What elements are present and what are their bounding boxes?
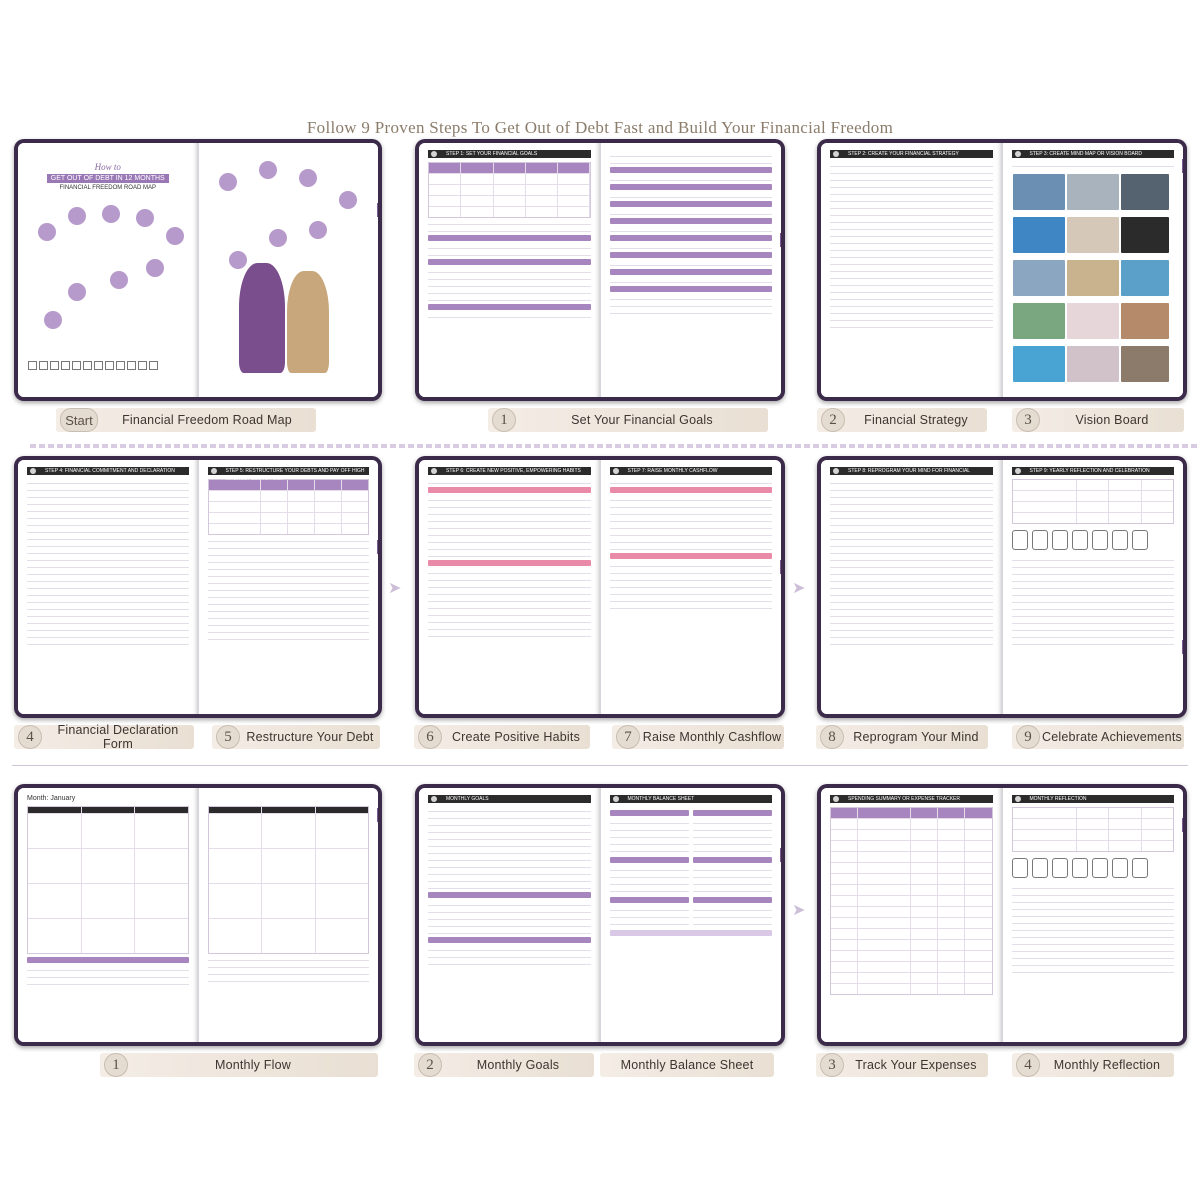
book-roadmap bbox=[14, 139, 382, 401]
monthly-calendar-right bbox=[199, 788, 379, 1042]
vision-board-page bbox=[1003, 143, 1184, 397]
habits-header: STEP 6: CREATE NEW POSITIVE, EMPOWERING HABITS bbox=[428, 467, 591, 475]
caption-start bbox=[56, 408, 316, 432]
caption-monthly-reflection bbox=[1012, 1053, 1174, 1077]
monthly-balance-page bbox=[601, 788, 782, 1042]
arrow-right-icon: ➤ bbox=[388, 580, 402, 597]
monthly-reflection-page bbox=[1003, 788, 1184, 1042]
step-badge: Start bbox=[60, 408, 98, 432]
caption-label: Create Positive Habits bbox=[451, 730, 581, 744]
couple-illustration bbox=[239, 263, 285, 373]
celebrate-header: STEP 9: YEARLY REFLECTION AND CELEBRATION bbox=[1012, 467, 1175, 475]
caption-step-4 bbox=[14, 725, 194, 749]
book-tracker-reflection bbox=[817, 784, 1187, 1046]
caption-label: Monthly Flow bbox=[214, 1058, 292, 1072]
caption-balance-sheet bbox=[600, 1053, 774, 1077]
reprogram-header: STEP 8: REPROGRAM YOUR MIND FOR FINANCIAL SUCCESS bbox=[830, 467, 993, 475]
roadmap-banner: GET OUT OF DEBT IN 12 MONTHS bbox=[47, 174, 169, 183]
caption-step-7 bbox=[612, 725, 784, 749]
goals-left-page bbox=[419, 143, 601, 397]
caption-label: Celebrate Achievements bbox=[1042, 730, 1182, 744]
caption-label: Raise Monthly Cashflow bbox=[642, 730, 782, 744]
book-financial-strategy bbox=[817, 139, 1187, 401]
vision-board-collage bbox=[1012, 173, 1175, 388]
caption-label: Monthly Reflection bbox=[1053, 1058, 1161, 1072]
caption-monthly-goals bbox=[414, 1053, 594, 1077]
arrow-right-icon: ➤ bbox=[792, 580, 806, 597]
goals-right-page bbox=[601, 143, 782, 397]
roadmap-left-page bbox=[18, 143, 199, 397]
arrow-right-icon: ➤ bbox=[792, 902, 806, 919]
caption-label: Financial Strategy bbox=[864, 413, 968, 427]
step-badge: 7 bbox=[616, 725, 640, 749]
step-badge: 2 bbox=[418, 1053, 442, 1077]
caption-monthly-flow bbox=[100, 1053, 378, 1077]
caption-label: Set Your Financial Goals bbox=[571, 413, 713, 427]
caption-label: Monthly Balance Sheet bbox=[620, 1058, 754, 1072]
caption-label: Vision Board bbox=[1075, 413, 1149, 427]
celebrate-page bbox=[1003, 460, 1184, 714]
book-monthly-goals bbox=[415, 784, 785, 1046]
step-badge: 5 bbox=[216, 725, 240, 749]
step-badge: 9 bbox=[1016, 725, 1040, 749]
roadmap-right-page bbox=[199, 143, 379, 397]
caption-label: Financial Declaration Form bbox=[57, 723, 179, 751]
caption-label: Monthly Goals bbox=[476, 1058, 560, 1072]
strategy-page bbox=[821, 143, 1003, 397]
book-financial-goals bbox=[415, 139, 785, 401]
book-monthly-flow bbox=[14, 784, 382, 1046]
restructure-header: STEP 5: RESTRUCTURE YOUR DEBTS AND PAY OFF HIGH INTEREST DEBTS FIRST bbox=[208, 467, 370, 475]
monthly-calendar-left bbox=[18, 788, 199, 1042]
book-declaration bbox=[14, 456, 382, 718]
caption-step-9 bbox=[1012, 725, 1184, 749]
caption-label: Reprogram Your Mind bbox=[853, 730, 979, 744]
step-badge: 3 bbox=[820, 1053, 844, 1077]
restructure-page bbox=[199, 460, 379, 714]
balance-header: MONTHLY BALANCE SHEET bbox=[610, 795, 773, 803]
caption-label: Financial Freedom Road Map bbox=[122, 413, 292, 427]
caption-step-1 bbox=[488, 408, 768, 432]
step-badge: 6 bbox=[418, 725, 442, 749]
cashflow-header: STEP 7: RAISE MONTHLY CASHFLOW bbox=[610, 467, 773, 475]
book-habits-cashflow bbox=[415, 456, 785, 718]
flow-connector bbox=[30, 444, 1200, 448]
caption-step-6 bbox=[414, 725, 590, 749]
step-badge: 1 bbox=[492, 408, 516, 432]
roadmap-subtitle: FINANCIAL FREEDOM ROAD MAP bbox=[59, 185, 156, 191]
declaration-page bbox=[18, 460, 199, 714]
book-reprogram-celebrate bbox=[817, 456, 1187, 718]
caption-step-8 bbox=[816, 725, 988, 749]
month-label: Month: January bbox=[27, 795, 76, 802]
habits-page bbox=[419, 460, 601, 714]
expense-tracker-page bbox=[821, 788, 1003, 1042]
section-divider bbox=[12, 765, 1188, 766]
caption-step-5 bbox=[212, 725, 380, 749]
caption-track-expenses bbox=[816, 1053, 988, 1077]
caption-label: Track Your Expenses bbox=[855, 1058, 977, 1072]
roadmap-title: How to bbox=[94, 162, 121, 172]
cashflow-page bbox=[601, 460, 782, 714]
caption-step-3 bbox=[1012, 408, 1184, 432]
reflection-header: MONTHLY REFLECTION bbox=[1012, 795, 1175, 803]
reprogram-page bbox=[821, 460, 1003, 714]
vision-header: STEP 3: CREATE MIND MAP OR VISION BOARD bbox=[1012, 150, 1175, 158]
declaration-header: STEP 4: FINANCIAL COMMITMENT AND DECLARATION FORM bbox=[27, 467, 189, 475]
step-badge: 2 bbox=[821, 408, 845, 432]
tracker-header: SPENDING SUMMARY OR EXPENSE TRACKER bbox=[830, 795, 993, 803]
step-badge: 8 bbox=[820, 725, 844, 749]
monthly-goals-header: MONTHLY GOALS bbox=[428, 795, 591, 803]
caption-label: Restructure Your Debt bbox=[246, 730, 374, 744]
step-badge: 4 bbox=[1016, 1053, 1040, 1077]
caption-step-2 bbox=[817, 408, 987, 432]
monthly-goals-page bbox=[419, 788, 601, 1042]
step-badge: 1 bbox=[104, 1053, 128, 1077]
step-badge: 3 bbox=[1016, 408, 1040, 432]
step-badge: 4 bbox=[18, 725, 42, 749]
roadmap-checklist bbox=[28, 357, 188, 375]
strategy-header: STEP 2: CREATE YOUR FINANCIAL STRATEGY bbox=[830, 150, 993, 158]
headline: Follow 9 Proven Steps To Get Out of Debt Fast and Build Your Financial Freedom bbox=[306, 118, 894, 137]
goals-header: STEP 1: SET YOUR FINANCIAL GOALS bbox=[428, 150, 591, 158]
